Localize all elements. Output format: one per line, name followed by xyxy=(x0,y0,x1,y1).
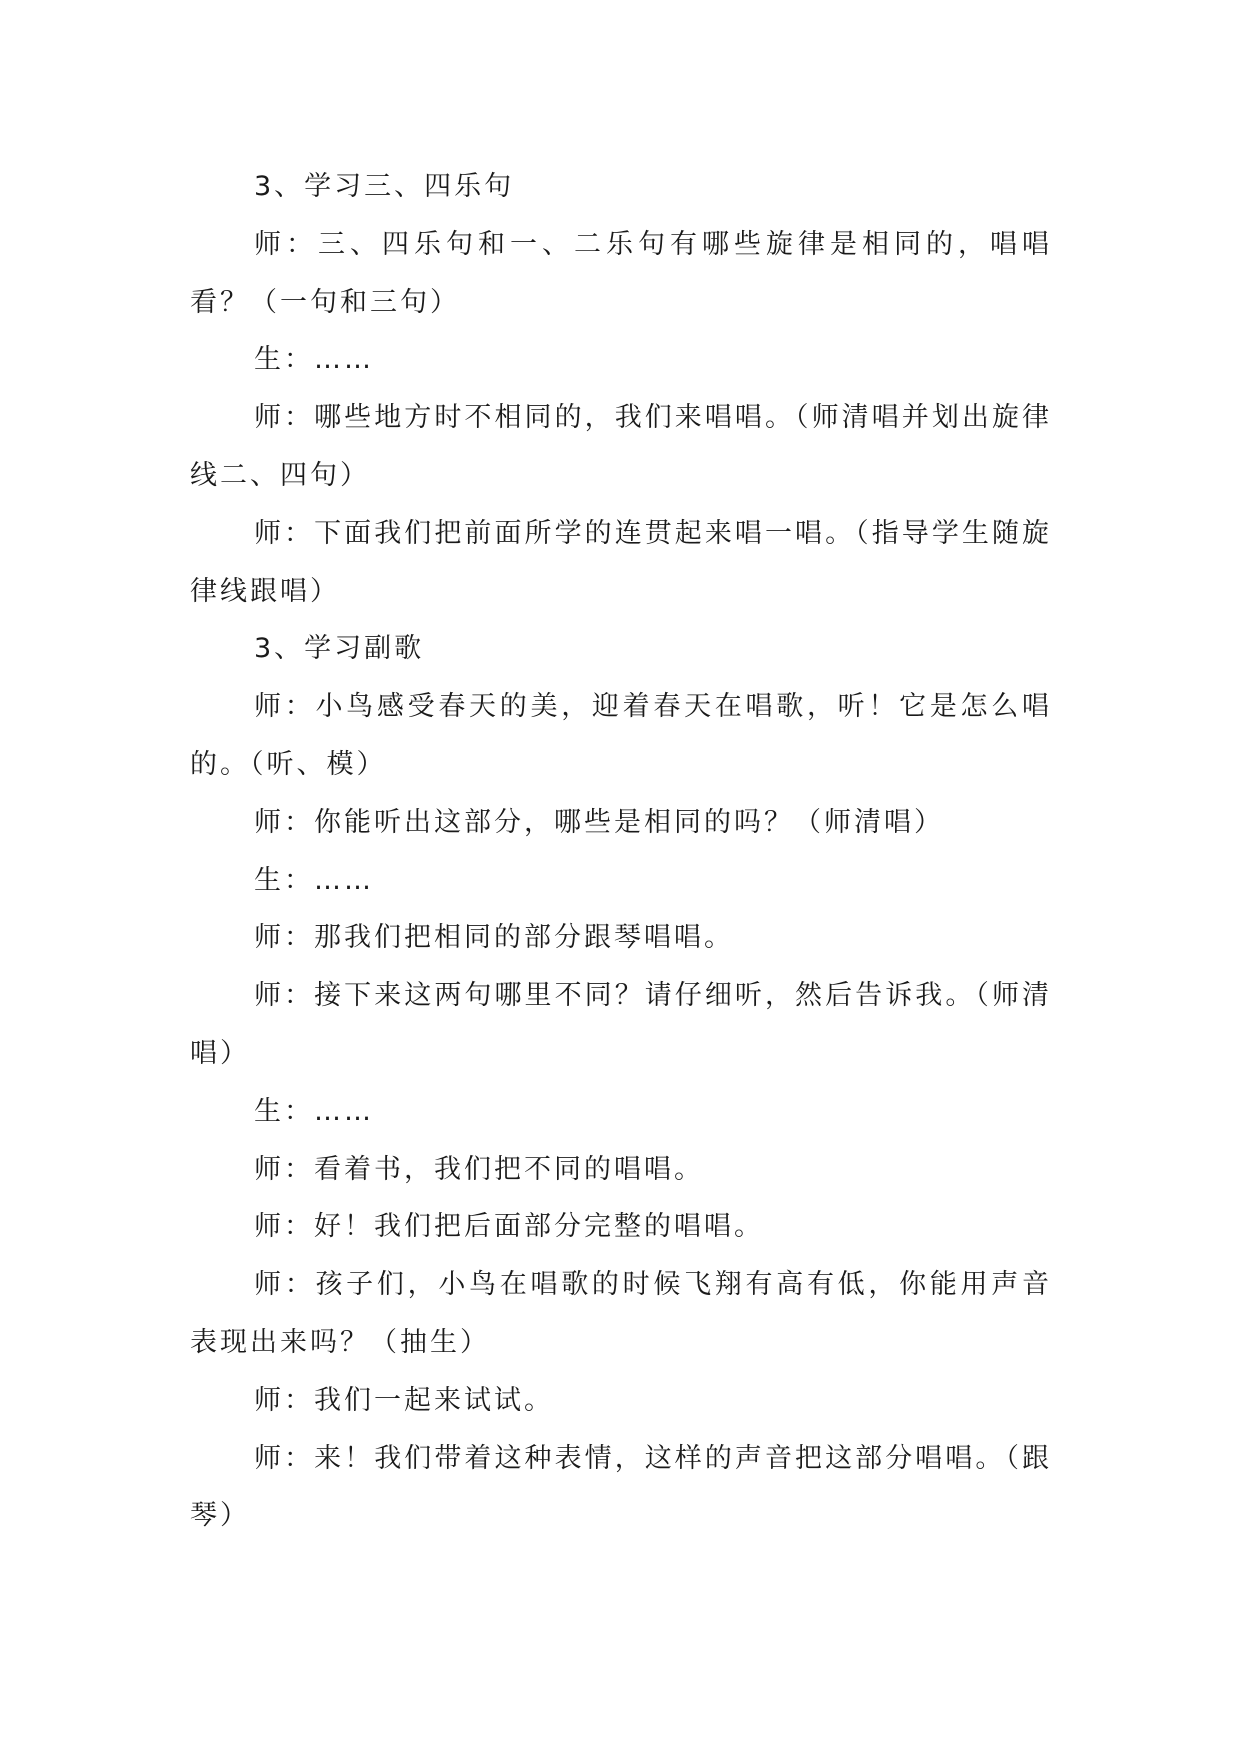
paragraph: 师：孩子们，小鸟在唱歌的时候飞翔有高有低，你能用声音表现出来吗？（抽生） xyxy=(190,1269,1052,1358)
paragraph: 师：哪些地方时不相同的，我们来唱唱。（师清唱并划出旋律线二、四句） xyxy=(190,402,1052,491)
paragraph: 师：接下来这两句哪里不同？请仔细听，然后告诉我。（师清唱） xyxy=(190,980,1052,1069)
paragraph: 师：你能听出这部分，哪些是相同的吗？（师清唱） xyxy=(254,806,944,838)
paragraph: 生：…… xyxy=(254,1095,374,1127)
paragraph: 师：三、四乐句和一、二乐句有哪些旋律是相同的，唱唱看？（一句和三句） xyxy=(190,228,1052,318)
section-heading: 3、学习三、四乐句 xyxy=(254,171,515,202)
paragraph: 师：下面我们把前面所学的连贯起来唱一唱。（指导学生随旋律线跟唱） xyxy=(190,517,1052,607)
paragraph: 师：小鸟感受春天的美，迎着春天在唱歌，听！它是怎么唱的。（听、模） xyxy=(190,691,1052,780)
paragraph: 生：…… xyxy=(254,344,374,376)
paragraph: 师：我们一起来试试。 xyxy=(254,1384,554,1416)
paragraph: 师：那我们把相同的部分跟琴唱唱。 xyxy=(254,922,734,954)
paragraph: 师：好！我们把后面部分完整的唱唱。 xyxy=(254,1211,764,1243)
section-heading: 3、学习副歌 xyxy=(254,633,425,665)
paragraph: 生：…… xyxy=(254,864,374,896)
paragraph: 师：看着书，我们把不同的唱唱。 xyxy=(254,1153,704,1185)
document-body xyxy=(190,158,1052,1545)
paragraph: 师：来！我们带着这种表情，这样的声音把这部分唱唱。（跟琴） xyxy=(190,1442,1052,1532)
